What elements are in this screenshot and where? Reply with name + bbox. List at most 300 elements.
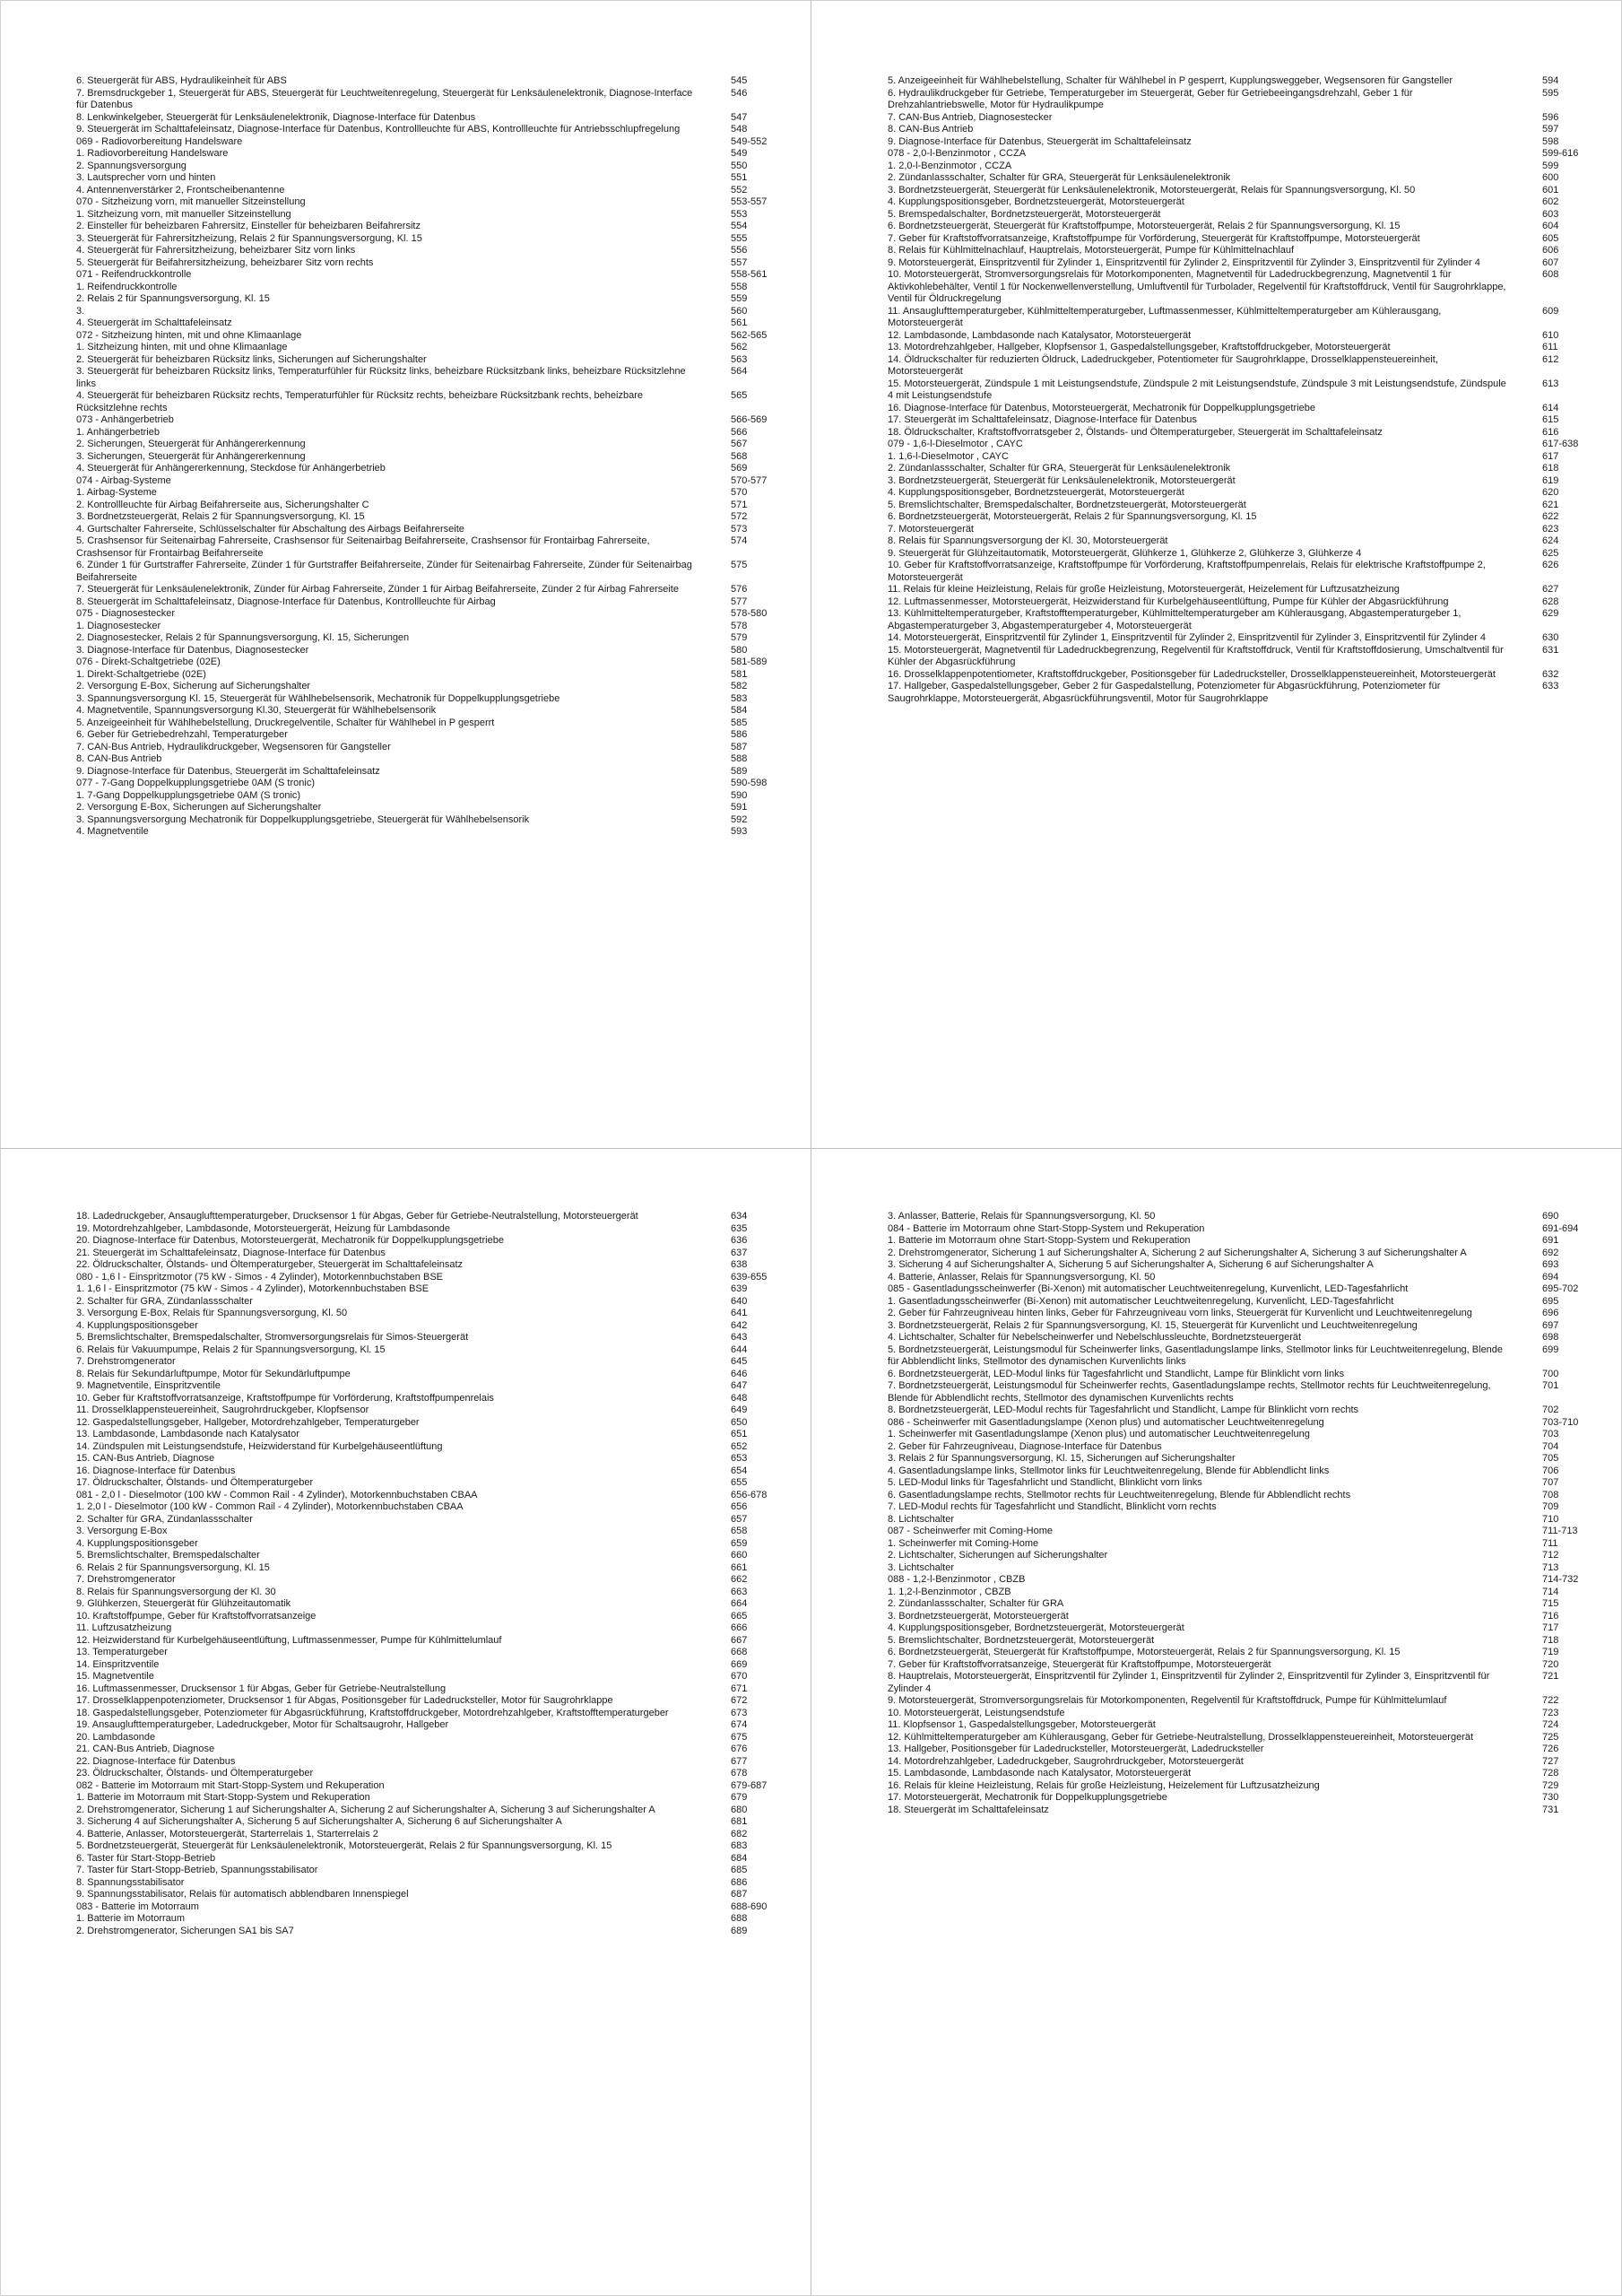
- toc-entry-title: 11. Klopfsensor 1, Gaspedalstellungsgeber, Motorsteuergerät: [888, 1719, 1156, 1730]
- toc-entry-title: 2. Kontrollleuchte für Airbag Beifahrerseite aus, Sicherungshalter C: [76, 499, 369, 510]
- toc-entry-page: 584: [731, 705, 748, 716]
- toc-entry-page: 636: [731, 1235, 748, 1246]
- toc-entry-page: 691-694: [1542, 1222, 1579, 1234]
- toc-entry-page: 603: [1542, 208, 1559, 220]
- toc-entry-page: 641: [731, 1308, 748, 1318]
- toc-entry: [888, 221, 1605, 233]
- toc-entry-title: 4. Antennenverstärker 2, Frontscheibenantenne: [76, 184, 285, 196]
- toc-entry-title: 15. Lambdasonde, Lambdasonde nach Katalysator, Motorsteuergerät: [888, 1768, 1192, 1779]
- toc-entry: [76, 1840, 794, 1853]
- toc-entry: [76, 475, 794, 488]
- toc-entry-title: 18. Ladedruckgeber, Ansauglufttemperaturgeber, Drucksensor 1 für Abgas, Geber für Getriebe-Neutralstellung, Motorsteuergerät: [76, 1211, 638, 1222]
- toc-entry-title: 6. Bordnetzsteuergerät, Steuergerät für Kraftstoffpumpe, Motorsteuergerät, Relais 2 für Spannungsversorgung, Kl. 15: [888, 221, 1401, 231]
- toc-entry-page: 651: [731, 1429, 748, 1439]
- toc-entry-title: 3. Diagnose-Interface für Datenbus, Diagnosestecker: [76, 644, 309, 656]
- toc-entry-title: 5. Crashsensor für Seitenairbag Fahrerseite, Crashsensor für Seitenairbag Beifahrerseite, Crashsensor für Frontairbag Fahrerseite, Crashsensor für Frontairbag Beifahrerseite: [76, 535, 650, 559]
- toc-entry-title: 2. Sicherungen, Steuergerät für Anhängererkennung: [76, 439, 306, 449]
- toc-entry-page: 570: [731, 487, 748, 498]
- toc-entry-title: 7. CAN-Bus Antrieb, Hydraulikdruckgeber, Wegsensoren für Gangsteller: [76, 741, 391, 752]
- toc-entry: [76, 88, 794, 112]
- toc-entry-title: 7. CAN-Bus Antrieb, Diagnosestecker: [888, 111, 1053, 123]
- toc-entry-title: 8. Relais für Kühlmittelnachlauf, Hauptrelais, Motorsteuergerät, Pumpe für Kühlmittelnachlauf: [888, 245, 1295, 256]
- toc-entry-page: 633: [1542, 681, 1559, 691]
- toc-entry: [888, 172, 1605, 185]
- toc-entry: [76, 269, 794, 282]
- toc-entry-page: 555: [731, 232, 748, 244]
- toc-entry: [888, 209, 1605, 222]
- toc-entry-title: 19. Motordrehzahlgeber, Lambdasonde, Motorsteuergerät, Heizung für Lambdasonde: [76, 1222, 451, 1234]
- toc-entry: [76, 1719, 794, 1732]
- toc-entry-title: 12. Kühlmitteltemperaturgeber am Kühlerausgang, Geber für Getriebe-Neutralstellung, Drosselklappensteuereinheit, Motorsteuergerät: [888, 1731, 1474, 1743]
- toc-entry-title: 2. Einsteller für beheizbaren Fahrersitz, Einsteller für beheizbaren Beifahrersitz: [76, 221, 421, 231]
- toc-entry-page: 717: [1542, 1622, 1559, 1633]
- toc-entry: [888, 161, 1605, 173]
- toc-entry-page: 627: [1542, 584, 1559, 595]
- toc-entry-page: 637: [731, 1247, 748, 1258]
- toc-entry-title: 4. Magnetventile, Spannungsversorgung Kl.30, Steuergerät für Wählhebelsensorik: [76, 705, 437, 716]
- toc-entry: [76, 778, 794, 790]
- toc-entry-title: 18. Steuergerät im Schalttafeleinsatz: [888, 1804, 1049, 1815]
- toc-entry-page: 606: [1542, 245, 1559, 256]
- toc-entry-title: 1. Scheinwerfer mit Gasentladungslampe (Xenon plus) und automatischer Leuchtweitenregelung: [888, 1429, 1310, 1439]
- toc-entry-title: 9. Magnetventile, Einspritzventile: [76, 1380, 221, 1391]
- toc-entry-page: 664: [731, 1598, 748, 1609]
- toc-entry: [76, 1829, 794, 1841]
- toc-entry-title: 6. Geber für Getriebedrehzahl, Temperaturgeber: [76, 729, 288, 740]
- toc-entry-page: 684: [731, 1852, 748, 1864]
- toc-entry: [888, 1259, 1605, 1272]
- toc-entry-page: 630: [1542, 632, 1559, 643]
- toc-entry-page: 634: [731, 1211, 748, 1222]
- toc-entry-title: 3. Bordnetzsteuergerät, Motorsteuergerät: [888, 1610, 1069, 1622]
- toc-entry-page: 729: [1542, 1779, 1559, 1791]
- toc-entry-page: 710: [1542, 1513, 1559, 1525]
- toc-entry-page: 726: [1542, 1744, 1559, 1754]
- toc-entry: [76, 124, 794, 136]
- toc-entry-page: 565: [731, 390, 748, 401]
- toc-entry: [76, 1805, 794, 1817]
- toc-entry: [76, 390, 794, 414]
- toc-entry-title: 7. Drehstromgenerator: [76, 1356, 176, 1367]
- toc-entry-page: 617-638: [1542, 439, 1579, 449]
- toc-entry-page: 644: [731, 1344, 748, 1355]
- toc-entry: [888, 1805, 1605, 1817]
- toc-entry-page: 563: [731, 353, 748, 365]
- toc-entry: [76, 427, 794, 439]
- toc-entry-title: 081 - 2,0 l - Dieselmotor (100 kW - Common Rail - 4 Zylinder), Motorkennbuchstaben CBAA: [76, 1489, 478, 1500]
- toc-entry: [888, 463, 1605, 475]
- toc-entry: [888, 451, 1605, 464]
- toc-entry-title: 1. Radiovorbereitung Handelsware: [76, 148, 229, 159]
- toc-entry: [888, 1647, 1605, 1659]
- toc-entry-page: 696: [1542, 1308, 1559, 1318]
- toc-entry: [76, 366, 794, 390]
- toc-entry-title: 11. Ansauglufttemperaturgeber, Kühlmitteltemperaturgeber, Luftmassenmesser, Kühlmitteltemperaturgeber am Kühlerausgang, Motorsteuergerät: [888, 305, 1442, 328]
- toc-entry: [76, 1272, 794, 1284]
- toc-entry: [888, 196, 1605, 209]
- toc-entry-page: 632: [1542, 668, 1559, 680]
- toc-entry-title: 4. Magnetventile: [76, 826, 149, 837]
- toc-entry: [76, 245, 794, 257]
- toc-entry: [888, 427, 1605, 439]
- toc-entry-title: 5. Bremslichtschalter, Bremspedalschalter: [76, 1550, 260, 1561]
- toc-entry: [76, 608, 794, 621]
- toc-entry-title: 1. Sitzheizung hinten, mit und ohne Klimaanlage: [76, 342, 288, 352]
- toc-entry: [888, 136, 1605, 149]
- toc-entry: [76, 1405, 794, 1417]
- toc-entry-page: 704: [1542, 1440, 1559, 1452]
- toc-entry-title: 8. Relais für Spannungsversorgung der Kl. 30: [76, 1586, 276, 1597]
- toc-entry-title: 6. Gasentladungslampe rechts, Stellmotor rechts für Leuchtweitenregelung, Blende für Abblendlicht rechts: [888, 1489, 1351, 1500]
- toc-entry: [76, 172, 794, 185]
- toc-entry-page: 722: [1542, 1695, 1559, 1706]
- toc-entry: [76, 657, 794, 669]
- toc-entry: [888, 1538, 1605, 1551]
- toc-entry-title: 5. Bremslichtschalter, Bordnetzsteuergerät, Motorsteuergerät: [888, 1634, 1155, 1646]
- toc-entry-page: 590: [731, 789, 748, 801]
- toc-entry: [888, 511, 1605, 524]
- toc-entry-title: 7. Geber für Kraftstoffvorratsanzeige, Steuergerät für Kraftstoffpumpe, Motorsteuergerät: [888, 1658, 1271, 1670]
- toc-entry: [76, 1223, 794, 1236]
- toc-entry: [76, 1514, 794, 1526]
- toc-entry: [76, 221, 794, 233]
- toc-entry-page: 572: [731, 511, 748, 522]
- toc-entry: [76, 414, 794, 427]
- toc-entry: [76, 1574, 794, 1587]
- toc-entry-page: 568: [731, 450, 748, 462]
- toc-entry: [76, 439, 794, 451]
- toc-entry: [888, 524, 1605, 536]
- toc-entry-title: 4. Kupplungspositionsgeber, Bordnetzsteuergerät, Motorsteuergerät: [888, 196, 1184, 207]
- toc-entry-page: 583: [731, 692, 748, 704]
- toc-entry-title: 18. Gaspedalstellungsgeber, Potenziometer für Abgasrückführung, Kraftstoffdruckgeber, Motordrehzahlgeber, Kraftstofftemperaturgeber: [76, 1707, 669, 1718]
- toc-entry-page: 626: [1542, 560, 1559, 570]
- toc-entry-title: 11. Drosselklappensteuereinheit, Saugrohrdruckgeber, Klopfsensor: [76, 1405, 369, 1415]
- toc-entry: [888, 1587, 1605, 1599]
- toc-entry-title: 11. Relais für kleine Heizleistung, Relais für große Heizleistung, Motorsteuergerät, Heizelement für Luftzusatzheizung: [888, 584, 1400, 595]
- toc-entry: [888, 330, 1605, 343]
- toc-entry-title: 16. Diagnose-Interface für Datenbus: [76, 1465, 236, 1476]
- toc-entry: [888, 1526, 1605, 1538]
- toc-entry-title: 16. Drosselklappenpotentiometer, Kraftstoffdruckgeber, Positionsgeber für Ladedrucksteller, Drosselklappensteuereinheit, Motorsteuergerät: [888, 668, 1496, 680]
- toc-entry: [888, 1320, 1605, 1333]
- toc-entry-title: 9. Motorsteuergerät, Stromversorgungsrelais für Motorkomponenten, Regelventil für Kraftstoffdruck, Pumpe für Kühlmittelumlauf: [888, 1695, 1447, 1706]
- toc-entry-page: 635: [731, 1222, 748, 1234]
- toc-entry-page: 573: [731, 523, 748, 535]
- toc-entry: [888, 535, 1605, 548]
- toc-entry-page: 723: [1542, 1707, 1559, 1718]
- toc-entry-page: 594: [1542, 75, 1559, 86]
- toc-entry-title: 4. Steuergerät im Schalttafeleinsatz: [76, 317, 232, 328]
- toc-entry-page: 559: [731, 293, 748, 304]
- toc-entry-page: 665: [731, 1610, 748, 1622]
- toc-entry-title: 12. Gaspedalstellungsgeber, Hallgeber, Motordrehzahlgeber, Temperaturgeber: [76, 1416, 420, 1428]
- toc-entry: [888, 1611, 1605, 1623]
- toc-entry: [888, 475, 1605, 488]
- toc-entry: [76, 681, 794, 693]
- toc-entry-title: 7. Motorsteuergerät: [888, 523, 974, 535]
- toc-entry-title: 7. Drehstromgenerator: [76, 1574, 176, 1585]
- toc-entry-title: 1. Diagnosestecker: [76, 620, 161, 631]
- toc-entry: [888, 1429, 1605, 1441]
- toc-entry-title: 11. Luftzusatzheizung: [76, 1622, 172, 1633]
- toc-entry: [76, 1792, 794, 1805]
- toc-entry-title: 3. Anlasser, Batterie, Relais für Spannungsversorgung, Kl. 50: [888, 1211, 1156, 1222]
- toc-entry-title: 15. Motorsteuergerät, Magnetventil für Ladedruckbegrenzung, Regelventil für Kraftstoffdruck, Ventil für Kraftstoffdosierung, Umschaltventil für Kühler der Abgasrückführung: [888, 644, 1504, 667]
- toc-entry-title: 10. Geber für Kraftstoffvorratsanzeige, Kraftstoffpumpe für Vorförderung, Kraftstoffpumpenrelais: [76, 1392, 494, 1404]
- toc-entry-title: 080 - 1,6 l - Einspritzmotor (75 kW - Simos - 4 Zylinder), Motorkennbuchstaben BSE: [76, 1271, 443, 1283]
- toc-entry-title: 088 - 1,2-l-Benzinmotor , CBZB: [888, 1574, 1026, 1585]
- toc-entry-title: 3. Bordnetzsteuergerät, Relais 2 für Spannungsversorgung, Kl. 15: [76, 511, 365, 522]
- toc-entry-title: 1. 2,0 l - Dieselmotor (100 kW - Common Rail - 4 Zylinder), Motorkennbuchstaben CBAA: [76, 1501, 464, 1512]
- toc-entry-title: 7. Steuergerät für Lenksäulenelektronik, Zünder für Airbag Fahrerseite, Zünder 1 für Airbag Beifahrerseite, Zünder 2 für Airbag Fahrerseite: [76, 584, 679, 595]
- toc-entry-title: 3. Steuergerät für beheizbaren Rücksitz links, Temperaturfühler für Rücksitz links, beheizbare Rücksitzbank links, beheizbare Rücksitzlehne links: [76, 366, 686, 389]
- toc-entry-page: 604: [1542, 221, 1559, 231]
- toc-entry-page: 666: [731, 1622, 748, 1633]
- toc-entry: [76, 1695, 794, 1708]
- toc-entry-title: 10. Geber für Kraftstoffvorratsanzeige, Kraftstoffpumpe für Vorförderung, Kraftstoffpumpenrelais, Relais für elektrische Kraftstoffpumpe 2, Motorsteuergerät: [888, 560, 1486, 583]
- toc-entry-title: 1. Gasentladungsscheinwerfer (Bi-Xenon) mit automatischer Leuchtweitenregelung, Kurvenlicht, LED-Tagesfahrlicht: [888, 1295, 1394, 1307]
- toc-entry: [888, 124, 1605, 136]
- toc-entry: [888, 1708, 1605, 1720]
- toc-entry-title: 074 - Airbag-Systeme: [76, 474, 171, 486]
- toc-entry-title: 4. Kupplungspositionsgeber, Bordnetzsteuergerät, Motorsteuergerät: [888, 1622, 1184, 1633]
- toc-entry-page: 569: [731, 463, 748, 474]
- toc-entry-page: 621: [1542, 499, 1559, 510]
- toc-entry-page: 657: [731, 1513, 748, 1525]
- toc-entry-page: 692: [1542, 1247, 1559, 1258]
- toc-entry-title: 9. Spannungsstabilisator, Relais für automatisch abblendbaren Innenspiegel: [76, 1889, 409, 1900]
- toc-entry: [888, 1780, 1605, 1793]
- toc-entry-page: 575: [731, 560, 748, 570]
- toc-entry-title: 17. Steuergerät im Schalttafeleinsatz, Diagnose-Interface für Datenbus: [888, 414, 1197, 425]
- toc-entry: [76, 718, 794, 730]
- toc-entry-page: 623: [1542, 523, 1559, 535]
- toc-entry-title: 1. Airbag-Systeme: [76, 487, 157, 498]
- toc-entry-page: 648: [731, 1392, 748, 1404]
- toc-entry: [76, 1417, 794, 1430]
- toc-entry-title: 4. Gurtschalter Fahrerseite, Schlüsselschalter für Abschaltung des Airbags Beifahrerseite: [76, 523, 464, 535]
- toc-entry-page: 642: [731, 1319, 748, 1331]
- toc-entry: [888, 1465, 1605, 1478]
- toc-entry: [76, 209, 794, 222]
- toc-entry-title: 16. Relais für kleine Heizleistung, Relais für große Heizleistung, Heizelement für Luftzusatzheizung: [888, 1779, 1320, 1791]
- toc-entry: [888, 1744, 1605, 1756]
- toc-entry-title: 9. Steuergerät für Glühzeitautomatik, Motorsteuergerät, Glühkerze 1, Glühkerze 2, Glühkerze 3, Glühkerze 4: [888, 547, 1362, 559]
- toc-entry: [76, 1369, 794, 1381]
- toc-entry-title: 16. Diagnose-Interface für Datenbus, Motorsteuergerät, Mechatronik für Doppelkupplungsgetriebe: [888, 402, 1315, 413]
- toc-entry-title: 1. Anhängerbetrieb: [76, 426, 160, 438]
- toc-entry: [76, 1659, 794, 1672]
- toc-entry: [76, 632, 794, 645]
- toc-entry: [76, 1465, 794, 1478]
- toc-entry-page: 596: [1542, 111, 1559, 123]
- toc-entry-title: 20. Lambdasonde: [76, 1731, 156, 1743]
- toc-entry-page: 564: [731, 366, 748, 377]
- toc-entry: [76, 500, 794, 512]
- toc-entry: [888, 1719, 1605, 1732]
- toc-entry-title: 8. Bordnetzsteuergerät, LED-Modul rechts für Tagesfahrlicht und Standlicht, Lampe für Blinklicht vorn rechts: [888, 1405, 1359, 1415]
- toc-entry: [76, 1526, 794, 1538]
- toc-entry: [76, 161, 794, 173]
- toc-entry: [76, 1332, 794, 1344]
- toc-entry-title: 14. Motordrehzahlgeber, Ladedruckgeber, Saugrohrdruckgeber, Motorsteuergerät: [888, 1755, 1244, 1767]
- toc-entry-page: 556: [731, 245, 748, 256]
- toc-entry-page: 679: [731, 1792, 748, 1803]
- toc-entry-title: 14. Öldruckschalter für reduzierten Öldruck, Ladedruckgeber, Potentiometer für Saugrohrklappe, Drosselklappensteuereinheit, Motorsteuergerät: [888, 353, 1438, 377]
- toc-entry: [76, 1356, 794, 1369]
- toc-entry-page: 652: [731, 1440, 748, 1452]
- toc-entry: [888, 378, 1605, 403]
- toc-entry: [76, 342, 794, 354]
- toc-entry-page: 713: [1542, 1561, 1559, 1573]
- toc-entry: [888, 645, 1605, 669]
- toc-entry: [888, 632, 1605, 645]
- toc-entry: [76, 669, 794, 682]
- toc-entry-page: 656-678: [731, 1489, 768, 1500]
- toc-entry-title: 13. Motordrehzahlgeber, Hallgeber, Klopfsensor 1, Gaspedalstellungsgeber, Kraftstoffdruckgeber, Motorsteuergerät: [888, 342, 1391, 352]
- toc-entry-title: 5. Steuergerät für Beifahrersitzheizung, beheizbarer Sitz vorn rechts: [76, 257, 374, 268]
- toc-entry-page: 683: [731, 1840, 748, 1851]
- toc-entry: [888, 560, 1605, 584]
- toc-entry-title: 5. LED-Modul links für Tagesfahrlicht und Standlicht, Blinklicht vorn links: [888, 1477, 1202, 1488]
- toc-entry-title: 10. Kraftstoffpumpe, Geber für Kraftstoffvorratsanzeige: [76, 1610, 317, 1622]
- toc-entry-page: 643: [731, 1332, 748, 1343]
- toc-entry: [888, 1477, 1605, 1490]
- toc-entry-page: 709: [1542, 1501, 1559, 1512]
- toc-entry-page: 595: [1542, 87, 1559, 99]
- toc-entry-title: 6. Bordnetzsteuergerät, Motorsteuergerät, Relais 2 für Spannungsversorgung, Kl. 15: [888, 511, 1257, 522]
- toc-entry: [888, 185, 1605, 197]
- toc-entry: [76, 693, 794, 706]
- toc-entry-title: 6. Relais für Vakuumpumpe, Relais 2 für Spannungsversorgung, Kl. 15: [76, 1344, 386, 1355]
- toc-entry-page: 639-655: [731, 1271, 768, 1283]
- toc-entry-page: 677: [731, 1755, 748, 1767]
- toc-entry-page: 727: [1542, 1755, 1559, 1767]
- toc-entry-page: 546: [731, 87, 748, 99]
- toc-entry-page: 667: [731, 1634, 748, 1646]
- toc-entry-title: 1. 7-Gang Doppelkupplungsgetriebe 0AM (S tronic): [76, 789, 301, 801]
- toc-entry: [76, 1501, 794, 1514]
- toc-entry: [76, 257, 794, 270]
- toc-entry-title: 2. Diagnosestecker, Relais 2 für Spannungsversorgung, Kl. 15, Sicherungen: [76, 632, 410, 643]
- toc-entry-page: 602: [1542, 196, 1559, 207]
- toc-entry-title: 13. Kühlmitteltemperaturgeber, Kraftstofftemperaturgeber, Kühlmitteltemperaturgeber am Kühlerausgang, Abgastemperaturgeber 1, Abgastemperaturgeber 3, Abgastemperaturgeber 4, Motorsteuergerät: [888, 608, 1462, 631]
- toc-entry-page: 592: [731, 813, 748, 825]
- toc-entry-page: 561: [731, 317, 748, 328]
- toc-entry-page: 599-616: [1542, 148, 1579, 159]
- toc-entry-title: 10. Motorsteuergerät, Stromversorgungsrelais für Motorkomponenten, Magnetventil für Ladedruckbegrenzung, Magnetventil 1 für Aktivkohlebehälter, Ventil 1 für Nockenwellenverstellung, Umluftventil für Turbolader, Regelventil für Kraftstoffdruck, Ventil für Saugrohrklappe, Ventil für Öldruckregelung: [888, 269, 1506, 304]
- toc-entry: [888, 1550, 1605, 1562]
- toc-entry-title: 7. Bordnetzsteuergerät, Leistungsmodul für Scheinwerfer rechts, Gasentladungslampe rechts, Stellmotor rechts für Leuchtweitenregelung, Blende für Abblendlicht rechts, Stellmotor des dynamischen Kurvenlichts rechts: [888, 1380, 1491, 1404]
- toc-entry-page: 695-702: [1542, 1283, 1579, 1294]
- toc-entry-title: 087 - Scheinwerfer mit Coming-Home: [888, 1526, 1054, 1536]
- toc-entry-title: 4. Steuergerät für beheizbaren Rücksitz rechts, Temperaturfühler für Rücksitz rechts, beheizbare Rücksitzbank rechts, beheizbare Rücksitzlehne rechts: [76, 390, 643, 413]
- toc-entry-page: 647: [731, 1380, 748, 1391]
- toc-entry: [76, 1308, 794, 1320]
- toc-entry-title: 1. 1,6-l-Dieselmotor , CAYC: [888, 450, 1009, 462]
- toc-entry: [76, 306, 794, 318]
- toc-entry-title: 5. Bremslichtschalter, Bremspedalschalter, Bordnetzsteuergerät, Motorsteuergerät: [888, 499, 1246, 510]
- toc-entry-title: 3. Sicherungen, Steuergerät für Anhängererkennung: [76, 450, 306, 462]
- toc-entry-title: 2. Zündanlassschalter, Schalter für GRA, Steuergerät für Lenksäulenelektronik: [888, 172, 1231, 183]
- toc-entry-title: 3. Bordnetzsteuergerät, Steuergerät für Lenksäulenelektronik, Motorsteuergerät, Relais für Spannungsversorgung, Kl. 50: [888, 184, 1416, 196]
- toc-entry: [76, 1780, 794, 1793]
- toc-entry-title: 069 - Radiovorbereitung Handelsware: [76, 135, 243, 147]
- toc-entry-page: 577: [731, 596, 748, 607]
- toc-entry-page: 624: [1542, 535, 1559, 546]
- toc-entry-page: 706: [1542, 1465, 1559, 1476]
- toc-entry-title: 3. Sicherung 4 auf Sicherungshalter A, Sicherung 5 auf Sicherungshalter A, Sicherung 6 auf Sicherungshalter A: [76, 1816, 562, 1827]
- toc-entry-title: 077 - 7-Gang Doppelkupplungsgetriebe 0AM (S tronic): [76, 778, 315, 788]
- toc-entry: [76, 802, 794, 814]
- toc-entry-title: 086 - Scheinwerfer mit Gasentladungslampe (Xenon plus) und automatischer Leuchtweitenregelung: [888, 1416, 1324, 1428]
- toc-entry-page: 686: [731, 1876, 748, 1888]
- toc-entry: [76, 742, 794, 754]
- toc-entry: [76, 1598, 794, 1611]
- toc-entry-title: 071 - Reifendruckkontrolle: [76, 269, 192, 280]
- toc-entry: [888, 548, 1605, 561]
- toc-entry-title: 2. Lichtschalter, Sicherungen auf Sicherungshalter: [888, 1550, 1108, 1561]
- toc-entry: [76, 535, 794, 560]
- toc-entry: [888, 1732, 1605, 1744]
- toc-entry-title: 3. Spannungsversorgung Mechatronik für Doppelkupplungsgetriebe, Steuergerät für Wählhebelsensorik: [76, 813, 530, 825]
- toc-entry: [76, 136, 794, 149]
- toc-entry: [888, 112, 1605, 125]
- toc-entry-title: 1. 1,2-l-Benzinmotor , CBZB: [888, 1586, 1011, 1597]
- toc-entry-page: 646: [731, 1368, 748, 1379]
- toc-entry-title: 8. Lenkwinkelgeber, Steuergerät für Lenksäulenelektronik, Diagnose-Interface für Datenbus: [76, 111, 476, 123]
- toc-entry-page: 716: [1542, 1610, 1559, 1622]
- toc-entry-page: 571: [731, 499, 748, 510]
- toc-entry: [888, 1768, 1605, 1780]
- toc-entry-title: 1. Scheinwerfer mit Coming-Home: [888, 1537, 1039, 1549]
- toc-entry: [76, 196, 794, 209]
- toc-entry-page: 550: [731, 160, 748, 171]
- toc-entry-title: 15. CAN-Bus Antrieb, Diagnose: [76, 1453, 215, 1464]
- toc-entry-title: 2. Versorgung E-Box, Sicherungen auf Sicherungshalter: [76, 802, 322, 813]
- toc-entry: [76, 1877, 794, 1890]
- toc-entry-page: 654: [731, 1465, 748, 1476]
- toc-entry-page: 549: [731, 148, 748, 159]
- toc-entry: [76, 1490, 794, 1502]
- toc-entry: [76, 330, 794, 343]
- toc-entry-page: 697: [1542, 1319, 1559, 1331]
- toc-entry-page: 728: [1542, 1768, 1559, 1779]
- toc-entry: [888, 487, 1605, 500]
- toc-entry: [888, 1332, 1605, 1344]
- toc-entry: [888, 1695, 1605, 1708]
- toc-entry-page: 674: [731, 1719, 748, 1730]
- toc-entry-title: 12. Lambdasonde, Lambdasonde nach Katalysator, Motorsteuergerät: [888, 329, 1192, 341]
- toc-entry-page: 718: [1542, 1634, 1559, 1646]
- toc-entry: [76, 1647, 794, 1659]
- toc-entry-page: 581: [731, 668, 748, 680]
- toc-entry-page: 601: [1542, 184, 1559, 196]
- toc-entry: [888, 500, 1605, 512]
- toc-entry-page: 703: [1542, 1429, 1559, 1439]
- toc-entry-page: 730: [1542, 1792, 1559, 1803]
- toc-entry-title: 3. Relais 2 für Spannungsversorgung, Kl. 15, Sicherungen auf Sicherungshalter: [888, 1453, 1236, 1464]
- toc-entry-title: 2. Schalter für GRA, Zündanlassschalter: [76, 1513, 253, 1525]
- toc-entry-page: 689: [731, 1925, 748, 1936]
- toc-entry-title: 1. Reifendruckkontrolle: [76, 281, 178, 292]
- toc-entry: [76, 1865, 794, 1877]
- toc-entry-page: 578-580: [731, 608, 768, 619]
- toc-entry: [888, 1671, 1605, 1695]
- toc-entry-title: 3.: [76, 305, 85, 317]
- toc-entry-page: 607: [1542, 257, 1559, 268]
